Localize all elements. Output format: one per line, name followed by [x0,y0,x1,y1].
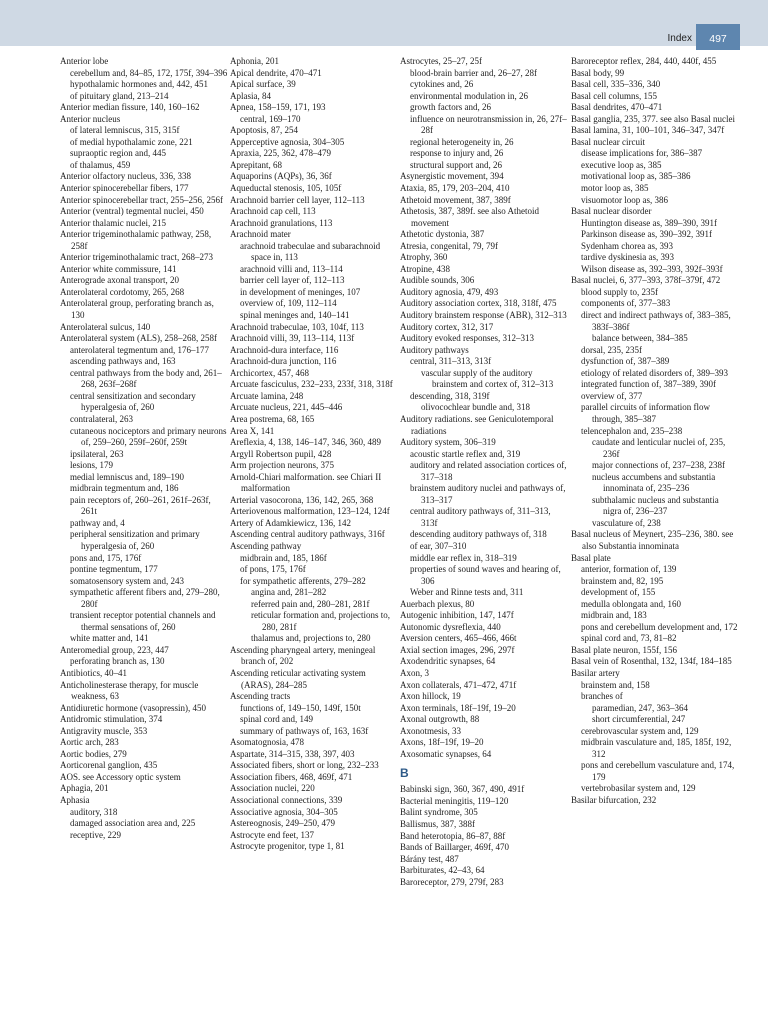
index-subentry: growth factors and, 26 [410,102,491,113]
index-subentry: reticular formation and, projections to, 280, 281f [251,610,390,632]
index-subentry: pathway and, 4 [70,517,125,528]
index-subentry: cerebellum and, 84–85, 172, 175f, 394–396 [70,67,228,78]
index-entry: Arachnoid trabeculae, 103, 104f, 113 [230,321,364,332]
header-band [0,0,768,46]
index-entry: Athetotic dystonia, 387 [400,229,485,240]
index-subentry: descending auditory pathways of, 318 [410,529,547,540]
index-subentry: motor loop as, 385 [581,183,649,194]
index-entry: Basilar artery [571,667,620,678]
index-entry: Axon collaterals, 471–472, 471f [400,679,517,690]
index-entry: Arachnoid-dura junction, 116 [230,356,337,367]
index-entry: Ataxia, 85, 179, 203–204, 410 [400,183,510,194]
index-entry: Autogenic inhibition, 147, 147f [400,610,514,621]
index-entry: Basal nuclei, 6, 377–393, 378f–379f, 472 [571,275,721,286]
index-entry: Artery of Adamkiewicz, 136, 142 [230,517,351,528]
index-subentry: dysfunction of, 387–389 [581,356,670,367]
index-entry: Basal plate [571,552,611,563]
index-entry: Auditory evoked responses, 312–313 [400,333,534,344]
index-entry: Arachnoid villi, 39, 113–114, 113f [230,333,355,344]
index-subentry: anterolateral tegmentum and, 176–177 [70,344,209,355]
index-subentry: descending, 318, 319f [410,390,490,401]
index-entry: Bands of Baillarger, 469f, 470 [400,842,509,853]
index-entry: Aortic bodies, 279 [60,748,127,759]
index-column-1 [60,56,228,841]
index-subentry: brainstem auditory nuclei and pathways of, 313–317 [410,483,566,505]
index-subentry: ascending pathways and, 163 [70,356,176,367]
index-subentry: midbrain tegmentum and, 186 [70,483,179,494]
index-entry: Auditory brainstem response (ABR), 312–313 [400,310,567,321]
index-subentry: visuomotor loop as, 386 [581,194,668,205]
index-subentry: in development of meninges, 107 [240,286,361,297]
index-subentry: barrier cell layer of, 112–113 [240,275,345,286]
index-entry: Apical surface, 39 [230,79,296,90]
index-entry: Balint syndrome, 305 [400,807,478,818]
index-subentry: of pons, 175, 176f [240,564,306,575]
index-subentry: parallel circuits of information flow through, 385–387 [581,402,710,424]
index-entry: Basal dendrites, 470–471 [571,102,663,113]
index-subentry: pain receptors of, 260–261, 261f–263f, 261t [70,494,211,517]
index-subentry: anterior, formation of, 139 [581,564,677,575]
index-entry: Aorticorenal ganglion, 435 [60,760,158,771]
index-subentry: short circumferential, 247 [592,714,686,725]
index-subentry: thalamus and, projections to, 280 [251,633,371,644]
index-entry: Associational connections, 339 [230,795,343,805]
index-subentry: central auditory pathways of, 311–313, 313f [410,506,551,528]
index-subentry: of medial hypothalamic zone, 221 [70,136,193,147]
index-entry: Antibiotics, 40–41 [60,667,127,678]
index-entry: Bárány test, 487 [400,853,459,864]
index-entry: Basal body, 99 [571,67,625,78]
index-entry: Arterial vasocorona, 136, 142, 265, 368 [230,494,374,505]
index-entry: Ascending tracts [230,691,291,702]
index-entry: Auditory system, 306–319 [400,437,496,448]
index-subentry: supraoptic region and, 445 [70,148,166,159]
index-entry: Atrophy, 360 [400,252,448,263]
index-entry: Area postrema, 68, 165 [230,413,315,424]
index-subentry: cutaneous nociceptors and primary neurons of, 259–260, 259f–260f, 259t [70,425,227,448]
index-subentry: Weber and Rinne tests and, 311 [410,587,524,598]
index-subentry: pons and cerebellum vasculature and, 174, 179 [581,760,735,782]
index-subentry: paramedian, 247, 363–364 [592,702,688,713]
index-entry: Astrocytes, 25–27, 25f [400,56,482,66]
index-subentry: disease implications for, 386–387 [581,148,703,159]
index-column-3 [400,56,568,888]
index-entry: Audible sounds, 306 [400,275,475,286]
index-subentry: caudate and lenticular nuclei of, 235, 236f [592,437,726,459]
index-entry: Arachnoid cap cell, 113 [230,206,316,217]
index-subentry: vertebrobasilar system and, 129 [581,783,696,794]
index-subentry: of lateral lemniscus, 315, 315f [70,125,180,136]
index-entry: Anterior trigeminothalamic pathway, 258, 258f [60,229,212,251]
index-subentry: medulla oblongata and, 160 [581,598,681,609]
index-entry: Axons, 18f–19f, 19–20 [400,737,484,748]
index-subentry: auditory, 318 [70,806,118,817]
index-subentry: receptive, 229 [70,829,121,840]
index-entry: Aortic arch, 283 [60,737,119,748]
index-subentry: development of, 155 [581,587,656,598]
index-entry: Anterior lobe [60,56,109,66]
index-subentry: midbrain vasculature and, 185, 185f, 192, 312 [581,737,732,759]
index-entry: Band heterotopia, 86–87, 88f [400,830,506,841]
index-entry: Aphasia [60,795,90,805]
index-entry: Arachnoid-dura interface, 116 [230,344,339,355]
index-subentry: etiology of related disorders of, 389–393 [581,367,728,378]
index-column-2 [230,56,398,853]
index-subentry: motivational loop as, 385–386 [581,171,691,182]
index-entry: Anterior (ventral) tegmental nuclei, 450 [60,206,204,217]
index-subentry: perforating branch as, 130 [70,656,165,667]
index-entry: Barbiturates, 42–43, 64 [400,865,485,876]
index-entry: Aphonia, 201 [230,56,279,66]
index-subentry: environmental modulation in, 26 [410,90,528,101]
index-entry: Arachnoid barrier cell layer, 112–113 [230,194,365,205]
index-entry: Axon, 3 [400,667,429,678]
index-entry: Anterior white commissure, 141 [60,263,177,274]
index-entry: Axodendritic synapses, 64 [400,656,496,667]
index-entry: Basal lamina, 31, 100–101, 346–347, 347f [571,125,725,136]
index-entry: Auditory pathways [400,344,469,355]
index-subentry: spinal cord and, 73, 81–82 [581,633,677,644]
index-entry: Anterior trigeminothalamic tract, 268–273 [60,252,213,263]
index-subentry: angina and, 281–282 [251,587,327,598]
index-subentry: arachnoid villi and, 113–114 [240,263,343,274]
index-entry: Argyll Robertson pupil, 428 [230,448,332,459]
index-entry: Aprepitant, 68 [230,159,282,170]
index-subentry: for sympathetic afferents, 279–282 [240,575,366,586]
index-entry: Ascending pathway [230,540,302,551]
index-entry: Auditory agnosia, 479, 493 [400,286,499,297]
index-entry: Archicortex, 457, 468 [230,367,309,378]
index-entry: Ascending central auditory pathways, 316f [230,529,385,540]
index-entry: Apperceptive agnosia, 304–305 [230,136,345,147]
index-subentry: balance between, 384–385 [592,333,688,344]
index-subentry: pontine tegmentum, 177 [70,564,158,575]
index-subentry: auditory and related association cortices of, 317–318 [410,460,567,482]
index-subentry: cytokines and, 26 [410,79,474,90]
index-entry: Athetosis, 387, 389f. see also Athetoid movement [400,206,539,228]
index-subentry: central pathways from the body and, 261–268, 263f–268f [70,367,222,390]
index-entry: Arm projection neurons, 375 [230,460,334,471]
index-subentry: Sydenham chorea as, 393 [581,240,673,251]
index-subentry: of ear, 307–310 [410,540,467,551]
index-subentry: central, 169–170 [240,113,301,124]
index-entry: Anterolateral system (ALS), 258–268, 258f [60,333,217,344]
index-entry: Arteriovenous malformation, 123–124, 124f [230,506,390,517]
index-subentry: properties of sound waves and hearing of, 306 [410,564,561,586]
index-subentry: influence on neurotransmission in, 26, 27f–28f [410,113,567,136]
index-subentry: somatosensory system and, 243 [70,575,184,586]
index-entry: Baroreceptor, 279, 279f, 283 [400,876,504,887]
index-subentry: overview of, 109, 112–114 [240,298,337,309]
index-subentry: nucleus accumbens and substantia innominata of, 235–236 [592,471,716,494]
index-column-4 [571,56,739,807]
index-subentry: executive loop as, 385 [581,159,662,170]
index-subentry: arachnoid trabeculae and subarachnoid space in, 113 [240,240,381,263]
index-entry: Association nuclei, 220 [230,783,315,794]
index-entry: Axonal outgrowth, 88 [400,714,480,725]
index-entry: Bacterial meningitis, 119–120 [400,795,509,806]
index-subentry: acoustic startle reflex and, 319 [410,448,521,459]
index-entry: Basal vein of Rosenthal, 132, 134f, 184–185 [571,656,732,667]
page-number: 497 [696,24,740,50]
index-entry: Antigravity muscle, 353 [60,725,148,736]
index-entry: Areflexia, 4, 138, 146–147, 346, 360, 489 [230,437,381,448]
index-subentry: blood-brain barrier and, 26–27, 28f [410,67,537,78]
index-entry: Astereognosis, 249–250, 479 [230,818,335,829]
index-subentry: direct and indirect pathways of, 383–385, 383f–386f [581,310,731,332]
index-entry: Anterolateral sulcus, 140 [60,321,151,332]
index-entry: Auditory radiations. see Geniculotemporal radiations [400,413,554,436]
index-subentry: components of, 377–383 [581,298,671,309]
index-entry: Ballismus, 387, 388f [400,819,476,829]
index-subentry: vasculature of, 238 [592,517,661,528]
index-subentry: dorsal, 235, 235f [581,344,642,355]
index-entry: Aplasia, 84 [230,90,271,101]
index-entry: Ascending reticular activating system (ARAS), 284–285 [230,667,366,690]
index-subentry: functions of, 149–150, 149f, 150t [240,702,361,713]
index-entry: Antidiuretic hormone (vasopressin), 450 [60,702,206,713]
index-entry: Axonotmesis, 33 [400,725,462,736]
index-subentry: olivocochlear bundle and, 318 [421,402,530,413]
index-subentry: major connections of, 237–238, 238f [592,460,725,471]
index-entry: Asynergistic movement, 394 [400,171,504,182]
index-entry: Anterior median fissure, 140, 160–162 [60,102,200,113]
index-subentry: integrated function of, 387–389, 390f [581,379,716,390]
index-entry: Associated fibers, short or long, 232–233 [230,760,379,771]
index-subentry: pons and cerebellum development and, 172 [581,621,738,632]
index-entry: Arnold-Chiari malformation. see Chiari II malformation [230,471,382,494]
index-subentry: branches of [581,691,623,702]
index-subentry: Huntington disease as, 389–390, 391f [581,217,717,228]
index-subentry: brainstem and, 158 [581,679,650,690]
index-entry: Association fibers, 468, 469f, 471 [230,771,353,782]
index-subentry: spinal cord and, 149 [240,714,313,725]
index-subentry: midbrain and, 185, 186f [240,552,327,563]
index-entry: Anterograde axonal transport, 20 [60,275,179,286]
index-entry: Arcuate fasciculus, 232–233, 233f, 318, 318f [230,379,393,390]
index-subentry: Parkinson disease as, 390–392, 391f [581,229,712,240]
index-entry: Basal cell, 335–336, 340 [571,79,661,90]
index-entry: Autonomic dysreflexia, 440 [400,621,501,632]
index-subentry: hypothalamic hormones and, 442, 451 [70,79,208,90]
index-subentry: transient receptor potential channels and thermal sensations of, 260 [70,610,216,632]
index-entry: Anterior olfactory nucleus, 336, 338 [60,171,191,182]
index-entry: Anticholinesterase therapy, for muscle weakness, 63 [60,679,199,702]
index-subentry: subthalamic nucleus and substantia nigra of, 236–237 [592,494,719,517]
index-subentry: structural support and, 26 [410,159,502,170]
index-entry: Basilar bifurcation, 232 [571,795,657,805]
index-entry: Baroreceptor reflex, 284, 440, 440f, 455 [571,56,717,66]
index-subentry: telencephalon and, 235–238 [581,425,683,436]
index-subentry: lesions, 179 [70,460,114,471]
index-subentry: cerebrovascular system and, 129 [581,725,699,736]
index-subentry: medial lemniscus and, 189–190 [70,471,184,482]
index-entry: Babinski sign, 360, 367, 490, 491f [400,784,525,795]
index-entry: Apoptosis, 87, 254 [230,125,299,136]
index-subentry: blood supply to, 235f [581,286,659,297]
index-subentry: of pituitary gland, 213–214 [70,90,169,101]
index-subentry: pons and, 175, 176f [70,552,142,563]
index-entry: Aphagia, 201 [60,783,109,794]
index-entry: Anterior nucleus [60,113,121,124]
index-subentry: central, 311–313, 313f [410,356,492,367]
index-entry: Basal nucleus of Meynert, 235–236, 380. see also Substantia innominata [571,529,734,551]
index-subentry: regional heterogeneity in, 26 [410,136,514,147]
index-entry: Anterior thalamic nuclei, 215 [60,217,166,228]
index-entry: Axosomatic synapses, 64 [400,748,492,759]
index-entry: Basal cell columns, 155 [571,90,657,101]
index-subentry: ipsilateral, 263 [70,448,124,459]
index-entry: Basal ganglia, 235, 377. see also Basal nuclei [571,113,735,124]
index-entry: Anterior spinocerebellar tract, 255–256, 256f [60,194,223,205]
index-entry: Associative agnosia, 304–305 [230,806,338,817]
index-entry: Area X, 141 [230,425,275,436]
index-entry: Basal nuclear circuit [571,136,645,147]
index-entry: Anterior spinocerebellar fibers, 177 [60,183,189,194]
index-entry: Arcuate nucleus, 221, 445–446 [230,402,343,413]
index-entry: Auerbach plexus, 80 [400,598,475,609]
index-subentry: middle ear reflex in, 318–319 [410,552,517,563]
index-entry: Ascending pharyngeal artery, meningeal branch of, 202 [230,644,376,667]
index-entry: Anterolateral group, perforating branch as, 130 [60,298,214,321]
section-letter-heading: B [400,766,409,781]
index-entry: Auditory association cortex, 318, 318f, 475 [400,298,557,309]
index-entry: Apraxia, 225, 362, 478–479 [230,148,331,159]
index-entry: Apical dendrite, 470–471 [230,67,322,78]
index-subentry: vascular supply of the auditory brainstem and cortex of, 312–313 [421,367,554,390]
index-entry: Arcuate lamina, 248 [230,390,304,401]
index-entry: Aquaporins (AQPs), 36, 36f [230,171,332,182]
index-entry: AOS. see Accessory optic system [60,771,181,782]
index-subentry: of thalamus, 459 [70,159,131,170]
index-entry: Aversion centers, 465–466, 466t [400,633,517,644]
index-entry: Arachnoid granulations, 113 [230,217,333,228]
index-subentry: peripheral sensitization and primary hyperalgesia of, 260 [70,529,200,551]
index-subentry: response to injury and, 26 [410,148,504,159]
index-subentry: contralateral, 263 [70,413,133,424]
index-entry: Astrocyte end feet, 137 [230,829,314,840]
index-entry: Antidromic stimulation, 374 [60,714,163,725]
running-header-label: Index [667,33,692,44]
index-entry: Anteromedial group, 223, 447 [60,644,169,655]
index-entry: Arachnoid mater [230,229,291,240]
index-subentry: damaged association area and, 225 [70,818,196,829]
index-entry: Basal plate neuron, 155f, 156 [571,644,677,655]
index-entry: Aspartate, 314–315, 338, 397, 403 [230,748,355,759]
index-subentry: Wilson disease as, 392–393, 392f–393f [581,263,723,274]
index-entry: Auditory cortex, 312, 317 [400,321,494,332]
index-subentry: spinal meninges and, 140–141 [240,310,350,321]
index-entry: Astrocyte progenitor, type 1, 81 [230,841,345,852]
index-entry: Atropine, 438 [400,263,450,274]
index-subentry: sympathetic afferent fibers and, 279–280, 280f [70,587,220,609]
index-subentry: overview of, 377 [581,390,643,401]
index-subentry: white matter and, 141 [70,633,149,644]
index-subentry: summary of pathways of, 163, 163f [240,725,369,736]
index-entry: Basal nuclear disorder [571,206,652,217]
index-subentry: tardive dyskinesia as, 393 [581,252,674,263]
index-entry: Asomatognosia, 478 [230,737,304,748]
index-entry: Aqueductal stenosis, 105, 105f [230,183,342,194]
index-subentry: brainstem and, 82, 195 [581,575,664,586]
index-entry: Anterolateral cordotomy, 265, 268 [60,286,185,297]
index-subentry: central sensitization and secondary hyperalgesia of, 260 [70,390,196,413]
index-entry: Axon terminals, 18f–19f, 19–20 [400,702,516,713]
index-subentry: midbrain and, 183 [581,610,647,621]
index-entry: Axon hillock, 19 [400,691,461,702]
index-entry: Apnea, 158–159, 171, 193 [230,102,326,113]
index-entry: Axial section images, 296, 297f [400,644,515,655]
index-subentry: referred pain and, 280–281, 281f [251,598,370,609]
index-entry: Athetoid movement, 387, 389f [400,194,511,205]
index-entry: Atresia, congenital, 79, 79f [400,240,498,251]
